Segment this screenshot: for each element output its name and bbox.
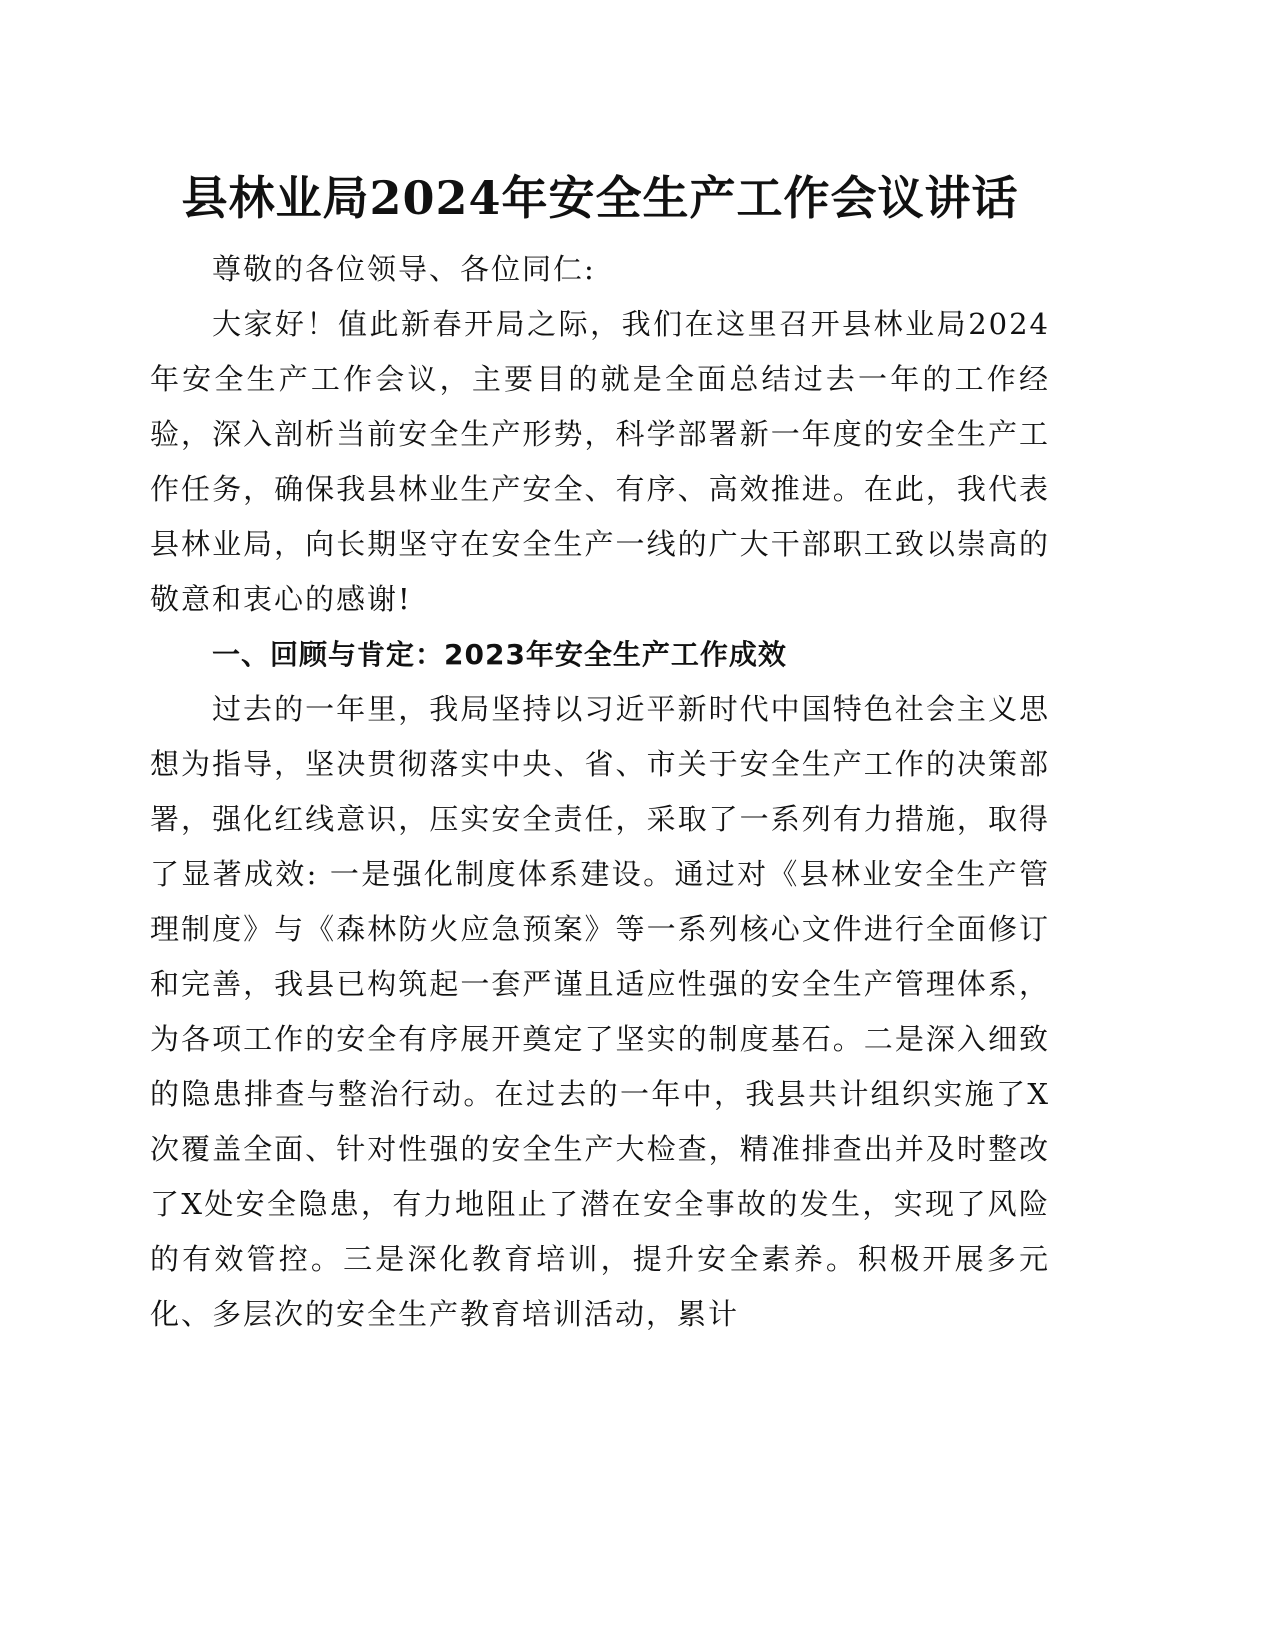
document-title: 县林业局2024年安全生产工作会议讲话 [181, 171, 1019, 225]
intro-paragraph: 大家好！值此新春开局之际，我们在这里召开县林业局2024年安全生产工作会议，主要目的就是全面总结过去一年的工作经验，深入剖析当前安全生产形势，科学部署新一年度的安全生产工作任务，确保我县林业生产安全、有序、高效推进。在此，我代表县林业局，向长期坚守在安全生产一线的广大干部职工致以崇高的敬意和衷心的感谢! [150, 307, 1050, 616]
section-body-paragraph: 过去的一年里，我局坚持以习近平新时代中国特色社会主义思想为指导，坚决贯彻落实中央、省、市关于安全生产工作的决策部署，强化红线意识，压实安全责任，采取了一系列有力措施，取得了显著成效: 一是强化制度体系建设。通过对《县林业安全生产管理制度》与《森林防火应急预案》等一系列核心文件进行全面修订和完善，我县已构筑起一套严谨且适应性强的安全生产管理体系，为各项工作的安全有序展开奠定了坚实的制度基石。二是深入细致的隐患排查与整治行动。在过去的一年中，我县共计组织实施了X次覆盖全面、针对性强的安全生产大检查，精准排查出并及时整改了X处安全隐患，有力地阻止了潜在安全事故的发生，实现了风险的有效管控。三是深化教育培训，提升安全素养。积极开展多元化、多层次的安全生产教育培训活动，累计 [150, 692, 1050, 1331]
section-heading: 一、回顾与肯定：2023年安全生产工作成效 [212, 638, 787, 671]
document-page [150, 160, 1050, 1342]
salutation: 尊敬的各位领导、各位同仁: [212, 252, 596, 286]
